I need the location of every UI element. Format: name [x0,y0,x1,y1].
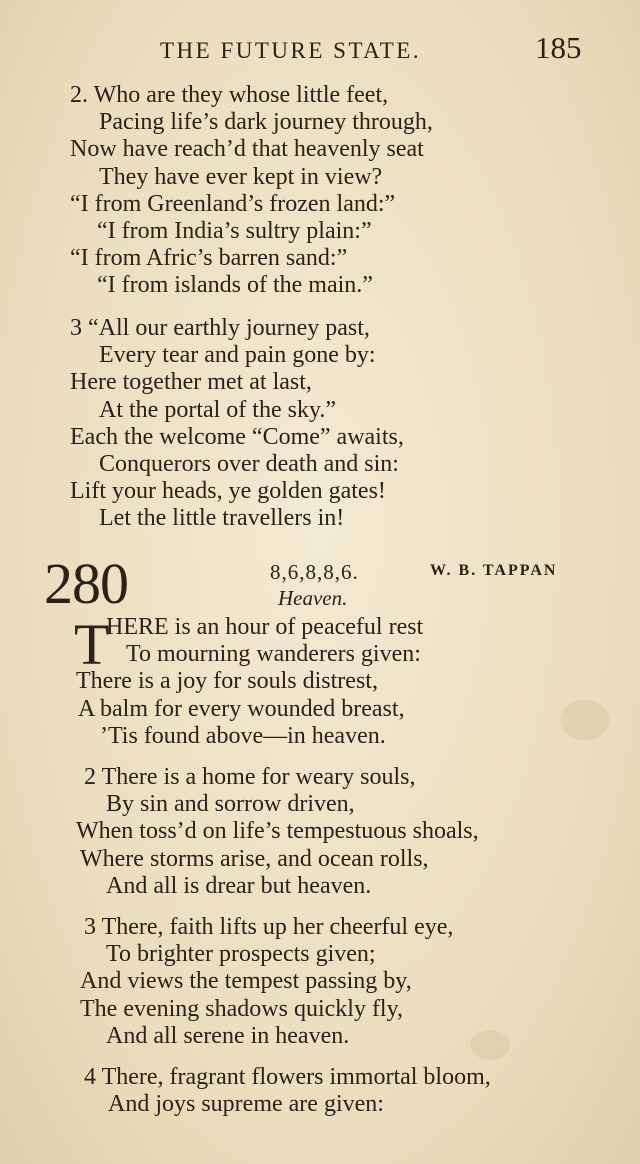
hymn-verse-1 [70,614,610,750]
verse-line: Each the welcome “Come” awaits, [70,423,404,450]
hymn-number: 280 [44,551,128,616]
verse-line: When toss’d on life’s tempestuous shoals, [76,818,479,845]
verse-line: Now have reach’d that heavenly seat [70,136,424,163]
hymn-title: Heaven. [278,586,348,610]
verse-line: To brighter prospects given; [106,941,376,968]
page-header [0,30,640,70]
hymn-meter: 8,6,8,8,6. [270,560,359,584]
verse-line: And all serene in heaven. [106,1022,350,1049]
verse-line: “I from India’s sultry plain:” [97,217,372,244]
verse-line: 4 There, fragrant flowers immortal bloom, [84,1064,491,1090]
verse-line: A balm for every wounded breast, [78,695,405,722]
page-number: 185 [535,30,582,65]
hymn-verse-3 [76,914,616,1050]
verse-line: “I from Greenland’s frozen land:” [70,190,396,217]
verse-line: 3 “All our earthly journey past, [70,315,370,341]
hymn-author: W. B. TAPPAN [430,562,558,579]
drop-cap: T [74,612,110,677]
verse-line: Lift your heads, ye golden gates! [70,478,386,505]
verse-line: And all is drear but heaven. [106,872,372,899]
verse-line: ’Tis found above—in heaven. [100,722,386,749]
verse-line: HERE is an hour of peaceful rest [106,614,424,640]
prev-hymn-verse-3 [70,315,610,533]
verse-line: Every tear and pain gone by: [99,342,376,369]
verse-line: 3 There, faith lifts up her cheerful eye, [84,914,454,940]
verse-line: They have ever kept in view? [99,163,383,190]
hymn-verse-4 [76,1064,616,1118]
verse-line: The evening shadows quickly fly, [80,995,404,1022]
hymn-verse-2 [76,764,616,900]
verse-line: At the portal of the sky.” [99,396,337,423]
verse-line: To mourning wanderers given: [126,641,421,668]
verse-line: Conquerors over death and sin: [99,450,399,477]
running-title: THE FUTURE STATE. [160,38,422,63]
verse-line: There is a joy for souls distrest, [76,668,378,695]
verse-line: Where storms arise, and ocean rolls, [80,845,429,872]
verse-line: Pacing life’s dark journey through, [99,109,433,136]
verse-line: “I from Afric’s barren sand:” [70,245,348,272]
verse-line: 2. Who are they whose little feet, [70,82,389,108]
verse-line: And views the tempest passing by, [80,968,412,995]
verse-line: 2 There is a home for weary souls, [84,764,416,790]
verse-line: “I from islands of the main.” [97,272,373,299]
prev-hymn-verse-2 [70,82,610,300]
verse-line: By sin and sorrow driven, [106,791,355,818]
verse-line: Let the little travellers in! [99,505,345,532]
verse-line: And joys supreme are given: [108,1091,384,1118]
verse-line: Here together met at last, [70,369,312,396]
